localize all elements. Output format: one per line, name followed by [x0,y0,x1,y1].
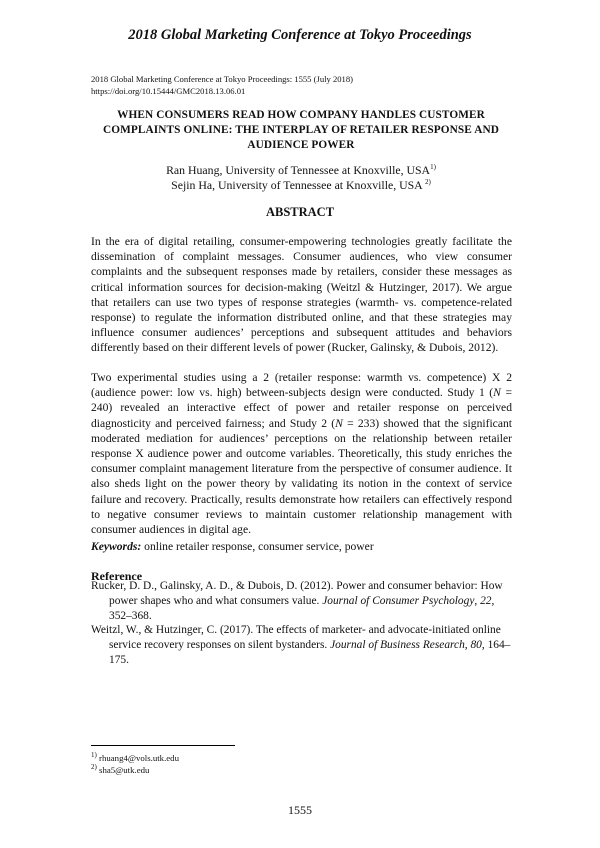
keywords-label: Keywords: [91,540,142,553]
footnotes [91,752,179,776]
footnote-mark: 1) [430,163,436,172]
running-header: 2018 Global Marketing Conference at Tokyo Proceedings [128,27,472,43]
footnote-1: $^{1)}$ rhuang4@vols.utk.edu [91,751,179,763]
author-2: Sejin Ha, University of Tennessee at Knoxville, USA $^{2)}$ [171,178,431,192]
author-list [91,163,511,193]
footnote-divider [91,745,235,746]
paper-title: WHEN CONSUMERS READ HOW COMPANY HANDLES CUSTOMER COMPLAINTS ONLINE: THE INTERPLAY OF RETAILER RESPONSE AND AUDIENCE POWER [102,109,500,151]
footnote-mark: 2) [425,178,431,187]
abstract-paragraph-1: In the era of digital retailing, consumer-empowering technologies greatly facilitate the dissemination of complaint messages. Consumer audiences, who view consumer complaints and the subsequent responses made by retailers, consider these messages as critical information sources for decision-making (Weitzl & Hutzinger, 2017). We argue that retailers can use two types of response strategies (warmth- vs. competence-related response) to regulate the information distributed online, and that these strategies may influence consumer audiences’ perceptions and subsequent attitudes and behaviors differently based on their different levels of power (Rucker, Galinsky, & Dubois, 2012). [91,235,512,355]
footnote-2: $^{2)}$ sha5@utk.edu [91,763,150,775]
author-1: Ran Huang, University of Tennessee at Knoxville, USA$^{1)}$ [166,163,436,177]
abstract-paragraph-2: Two experimental studies using a 2 (retailer response: warmth vs. competence) X 2 (audience power: low vs. high) between-subjects design were conducted. Study 1 (N = 240) revealed an interactive effect of power and retailer response on perceived diagnosticity and perceived fairness; and Study 2 (N = 233) showed that the significant moderated mediation for audiences’ perceptions on the relationship between retailer response X audience power and outcome variables. Theoretically, this study enriches the consumer complaint management literature from the perspective of consumer audience. It also sheds light on the power theory by validating its notion in the context of service failure and recovery. Practically, results demonstrate how retailers can effectively respond to negative consumer reviews to maintain customer relationship management with consumer audiences in digital age. [91,371,512,537]
citation-line: 2018 Global Marketing Conference at Tokyo Proceedings: 1555 (July 2018) [91,74,354,84]
keywords-text: online retailer response, consumer service, power [141,540,374,553]
reference-item: Rucker, D. D., Galinsky, A. D., & Dubois, D. (2012). Power and consumer behavior: How power shapes who and what consumers value. Journal of Consumer Psychology, 22, 352–368. [91,580,503,623]
reference-item: Weitzl, W., & Hutzinger, C. (2017). The effects of marketer- and advocate-initiated online service recovery responses on silent bystanders. Journal of Business Research, 80, 164–175. [91,624,511,667]
abstract-heading: ABSTRACT [265,205,335,219]
citation-block [91,73,353,97]
keywords [91,540,374,553]
doi-link[interactable]: https://doi.org/10.15444/GMC2018.13.06.01 [91,86,246,96]
page-number: 1555 [288,803,312,817]
reference-heading: Reference [91,569,143,583]
